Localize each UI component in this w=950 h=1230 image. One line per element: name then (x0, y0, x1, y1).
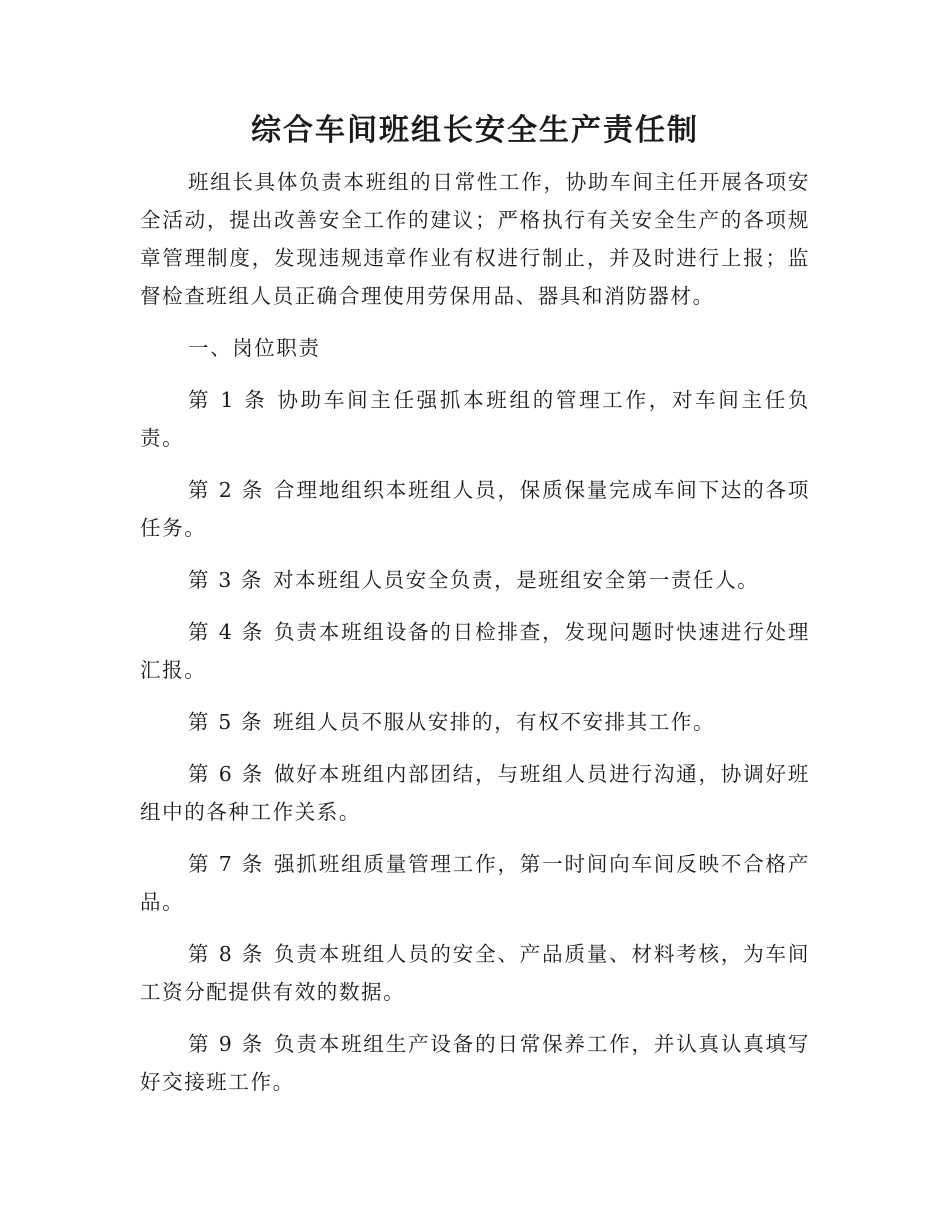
article-6 (140, 755, 810, 831)
article-text: 负责本班组生产设备的日常保养工作，并认真认真填写好交接班工作。 (140, 1032, 810, 1094)
article-number: 第 7 条 (188, 852, 265, 876)
article-text: 班组人员不服从安排的，有权不安排其工作。 (273, 710, 716, 734)
article-number: 第 5 条 (188, 710, 264, 734)
article-number: 第 1 条 (188, 388, 268, 412)
article-number: 第 3 条 (188, 568, 264, 592)
article-text: 负责本班组设备的日检排查，发现问题时快速进行处理汇报。 (140, 620, 810, 682)
document-title: 综合车间班组长安全生产责任制 (251, 113, 699, 148)
article-text: 合理地组织本班组人员，保质保量完成车间下达的各项任务。 (140, 478, 810, 540)
article-text: 对本班组人员安全负责，是班组安全第一责任人。 (273, 568, 760, 592)
article-number: 第 8 条 (188, 942, 265, 966)
article-number: 第 2 条 (188, 478, 265, 502)
article-1 (140, 381, 810, 457)
article-number: 第 9 条 (188, 1032, 265, 1056)
section-heading: 一、岗位职责 (188, 336, 321, 360)
article-number: 第 4 条 (188, 620, 265, 644)
article-8 (140, 935, 810, 1011)
document-body (140, 163, 810, 1115)
article-3 (140, 561, 810, 599)
intro-paragraph: 班组长具体负责本班组的日常性工作，协助车间主任开展各项安全活动，提出改善安全工作的建议；严格执行有关安全生产的各项规章管理制度，发现违规违章作业有权进行制止，并及时进行上报；监督检查班组人员正确合理使用劳保用品、器具和消防器材。 (140, 170, 810, 308)
article-text: 协助车间主任强抓本班组的管理工作，对车间主任负责。 (140, 388, 810, 450)
article-7 (140, 845, 810, 921)
article-9 (140, 1025, 810, 1101)
article-5 (140, 703, 810, 741)
article-4 (140, 613, 810, 689)
article-text: 做好本班组内部团结，与班组人员进行沟通，协调好班组中的各种工作关系。 (140, 762, 810, 824)
article-number: 第 6 条 (188, 762, 265, 786)
article-text: 负责本班组人员的安全、产品质量、材料考核，为车间工资分配提供有效的数据。 (140, 942, 810, 1004)
article-2 (140, 471, 810, 547)
article-text: 强抓班组质量管理工作，第一时间向车间反映不合格产品。 (140, 852, 810, 914)
